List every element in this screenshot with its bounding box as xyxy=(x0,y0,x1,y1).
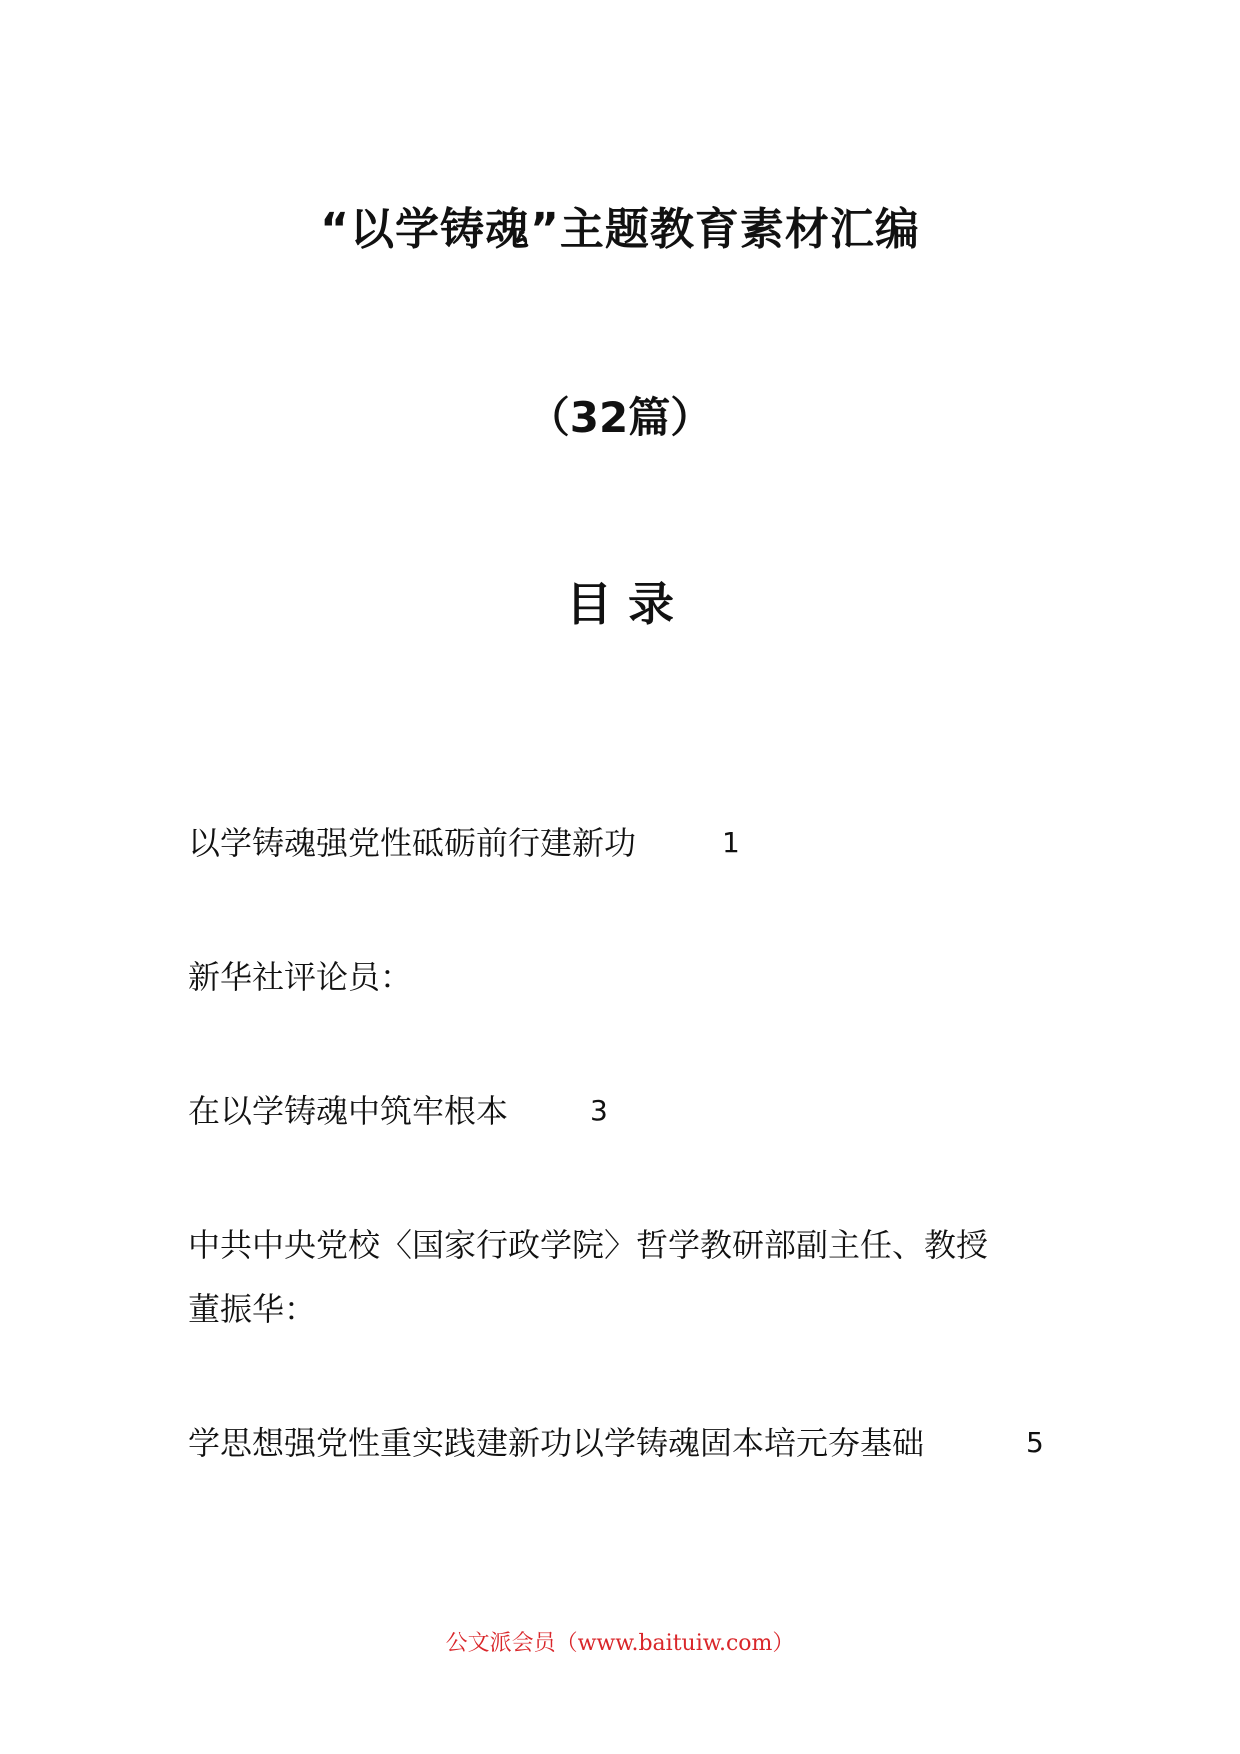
toc-entry-page: 5 xyxy=(1026,1426,1044,1459)
toc-entry[interactable] xyxy=(188,1076,608,1146)
toc-entry-title: 以学铸魂强党性砥砺前行建新功 xyxy=(188,824,637,862)
document-subtitle: （32篇） xyxy=(527,393,713,442)
toc-entry-title: 学思想强党性重实践建新功以学铸魂固本培元夯基础 xyxy=(188,1424,925,1462)
toc-entry-page: 1 xyxy=(722,826,740,859)
toc-entry[interactable] xyxy=(188,1408,1044,1478)
toc-entry-title: 新华社评论员： xyxy=(188,958,413,996)
toc-entry[interactable] xyxy=(188,808,740,878)
toc-entry-title: 在以学铸魂中筑牢根本 xyxy=(188,1092,509,1130)
footer-watermark: 公文派会员（www.baituiw.com） xyxy=(445,1631,795,1656)
toc-entry[interactable] xyxy=(188,1274,316,1344)
toc-heading: 目录 xyxy=(565,577,691,631)
toc-entry[interactable] xyxy=(188,942,412,1012)
toc-entry-page: 3 xyxy=(590,1094,608,1127)
document-title: “以学铸魂”主题教育素材汇编 xyxy=(320,204,920,255)
toc-entry-title: 董振华： xyxy=(188,1290,317,1328)
toc-entry[interactable] xyxy=(188,1210,988,1280)
toc-entry-title: 中共中央党校〈国家行政学院〉哲学教研部副主任、教授 xyxy=(188,1226,989,1264)
